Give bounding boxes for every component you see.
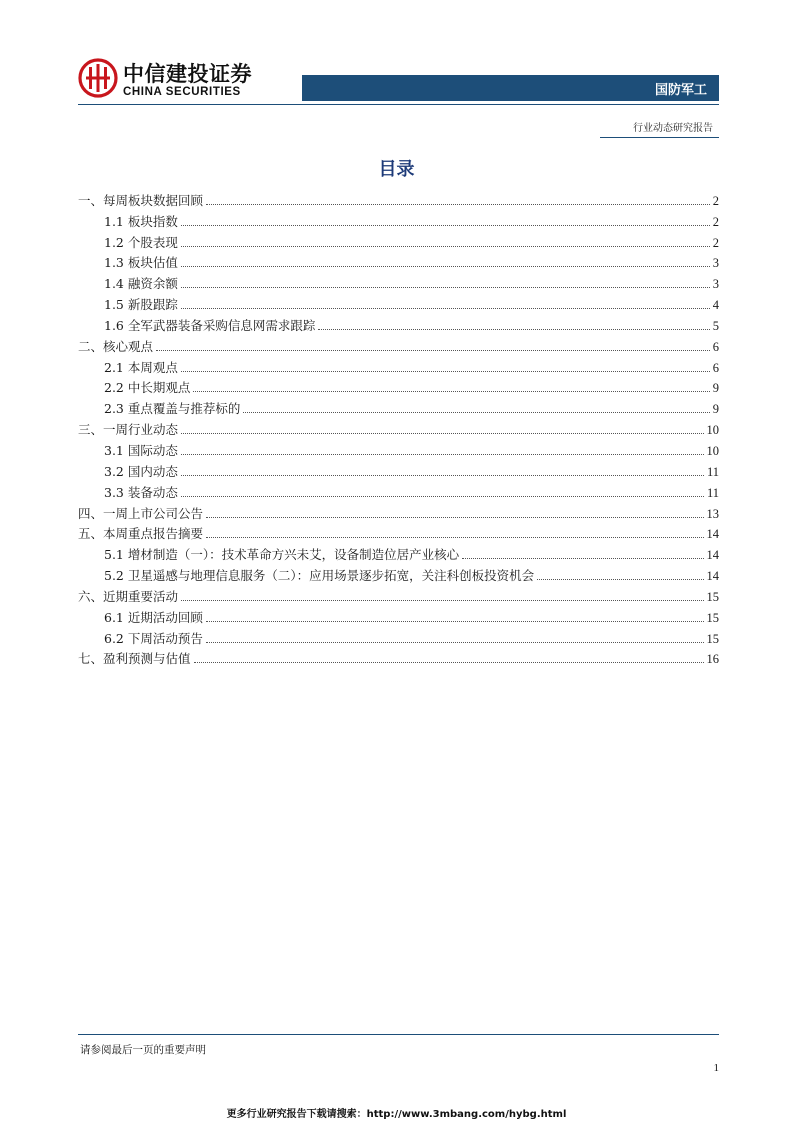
toc-entry[interactable] (78, 459, 719, 480)
toc-entry-label: 七、盈利预测与估值 (78, 651, 191, 667)
toc-entry-page: 6 (712, 339, 719, 354)
toc-entry-label: 六、近期重要活动 (78, 588, 179, 604)
report-type-underline (600, 137, 719, 138)
company-logo (78, 56, 278, 102)
toc-entry[interactable] (78, 251, 719, 272)
toc-entry-label: 1.4 融资余额 (104, 276, 178, 292)
toc-entry-page: 6 (712, 360, 719, 375)
toc-entry-page: 13 (706, 506, 719, 521)
toc-entry[interactable] (78, 522, 719, 543)
toc-entry[interactable] (78, 292, 719, 313)
toc-entry[interactable] (78, 480, 719, 501)
toc-entry[interactable] (78, 438, 719, 459)
toc-entry[interactable] (78, 396, 719, 417)
toc-entry-page: 3 (712, 277, 719, 292)
footer-divider (78, 1034, 719, 1035)
toc-entry[interactable] (78, 626, 719, 647)
toc-dot-leader (193, 390, 709, 392)
toc-entry-label: 3.2 国内动态 (104, 463, 178, 479)
toc-dot-leader (156, 349, 710, 351)
toc-entry-label: 二、核心观点 (78, 338, 154, 354)
header-category-bar (302, 75, 719, 101)
toc-dot-leader (206, 536, 703, 538)
disclaimer-note: 请参阅最后一页的重要声明 (80, 1044, 206, 1056)
toc-dot-leader (181, 432, 703, 434)
toc-dot-leader (181, 599, 703, 601)
logo-english-name: CHINA SECURITIES (123, 86, 241, 98)
table-of-contents (78, 188, 719, 667)
toc-entry[interactable] (78, 355, 719, 376)
toc-dot-leader (537, 578, 703, 580)
toc-entry-page: 4 (712, 298, 719, 313)
header-divider (78, 104, 719, 105)
report-type-label: 行业动态研究报告 (633, 123, 713, 134)
toc-entry-page: 10 (706, 423, 719, 438)
toc-entry[interactable] (78, 313, 719, 334)
toc-entry[interactable] (78, 501, 719, 522)
page-number: 1 (713, 1062, 719, 1074)
toc-entry-label: 3.1 国际动态 (104, 442, 178, 458)
toc-entry-page: 2 (712, 235, 719, 250)
toc-entry-page: 11 (706, 464, 719, 479)
toc-entry-page: 2 (712, 193, 719, 208)
logo-chinese-name: 中信建投证券 (123, 62, 252, 86)
toc-entry-label: 5.1 增材制造（一）：技术革命方兴未艾，设备制造位居产业核心 (104, 547, 460, 563)
toc-entry-label: 三、一周行业动态 (78, 422, 179, 438)
toc-entry[interactable] (78, 563, 719, 584)
toc-dot-leader (181, 265, 710, 267)
toc-dot-leader (194, 661, 704, 663)
toc-entry-label: 2.3 重点覆盖与推荐标的 (104, 401, 241, 417)
toc-dot-leader (206, 641, 704, 643)
toc-entry-label: 6.1 近期活动回顾 (104, 609, 203, 625)
china-securities-logo-icon (78, 58, 118, 98)
toc-entry[interactable] (78, 334, 719, 355)
toc-dot-leader (181, 453, 704, 455)
toc-entry[interactable] (78, 584, 719, 605)
toc-entry[interactable] (78, 271, 719, 292)
toc-entry-label: 5.2 卫星遥感与地理信息服务（二）：应用场景逐步拓宽，关注科创板投资机会 (104, 568, 535, 584)
toc-entry-page: 14 (706, 527, 719, 542)
toc-dot-leader (206, 203, 710, 205)
toc-dot-leader (206, 620, 704, 622)
toc-entry-page: 2 (712, 214, 719, 229)
toc-entry-page: 9 (712, 402, 719, 417)
toc-entry-label: 2.1 本周观点 (104, 359, 178, 375)
toc-entry[interactable] (78, 209, 719, 230)
toc-entry-label: 1.5 新股跟踪 (104, 297, 178, 313)
toc-entry-page: 10 (706, 443, 719, 458)
toc-entry[interactable] (78, 188, 719, 209)
toc-entry[interactable] (78, 417, 719, 438)
toc-entry[interactable] (78, 376, 719, 397)
toc-entry-page: 5 (712, 318, 719, 333)
toc-entry[interactable] (78, 647, 719, 668)
toc-entry-page: 15 (706, 610, 719, 625)
toc-dot-leader (206, 516, 703, 518)
toc-entry-page: 9 (712, 381, 719, 396)
toc-entry-label: 2.2 中长期观点 (104, 380, 191, 396)
toc-entry-page: 14 (706, 569, 719, 584)
toc-entry-page: 16 (706, 652, 719, 667)
toc-entry-label: 1.6 全军武器装备采购信息网需求跟踪 (104, 317, 316, 333)
toc-entry-label: 1.1 板块指数 (104, 213, 178, 229)
toc-dot-leader (318, 328, 709, 330)
toc-entry-page: 15 (706, 589, 719, 604)
toc-dot-leader (243, 411, 709, 413)
toc-entry-page: 3 (712, 256, 719, 271)
toc-entry[interactable] (78, 542, 719, 563)
toc-dot-leader (181, 286, 710, 288)
toc-dot-leader (181, 495, 704, 497)
toc-dot-leader (181, 370, 710, 372)
toc-dot-leader (181, 224, 710, 226)
source-link[interactable]: 更多行业研究报告下载请搜索：http://www.3mbang.com/hybg.html (226, 1109, 567, 1120)
industry-category: 国防军工 (654, 83, 707, 98)
toc-dot-leader (181, 245, 710, 247)
toc-entry-page: 11 (706, 485, 719, 500)
toc-entry-label: 6.2 下周活动预告 (104, 630, 203, 646)
toc-title: 目录 (378, 159, 415, 180)
toc-entry-page: 15 (706, 631, 719, 646)
toc-entry-label: 四、一周上市公司公告 (78, 505, 204, 521)
toc-dot-leader (462, 557, 703, 559)
toc-entry-label: 五、本周重点报告摘要 (78, 526, 204, 542)
toc-entry-label: 3.3 装备动态 (104, 484, 178, 500)
toc-entry-page: 14 (706, 548, 719, 563)
toc-entry-label: 一、每周板块数据回顾 (78, 192, 204, 208)
toc-entry[interactable] (78, 605, 719, 626)
toc-entry[interactable] (78, 230, 719, 251)
toc-dot-leader (181, 307, 710, 309)
toc-entry-label: 1.2 个股表现 (104, 234, 178, 250)
toc-dot-leader (181, 474, 704, 476)
toc-entry-label: 1.3 板块估值 (104, 255, 178, 271)
